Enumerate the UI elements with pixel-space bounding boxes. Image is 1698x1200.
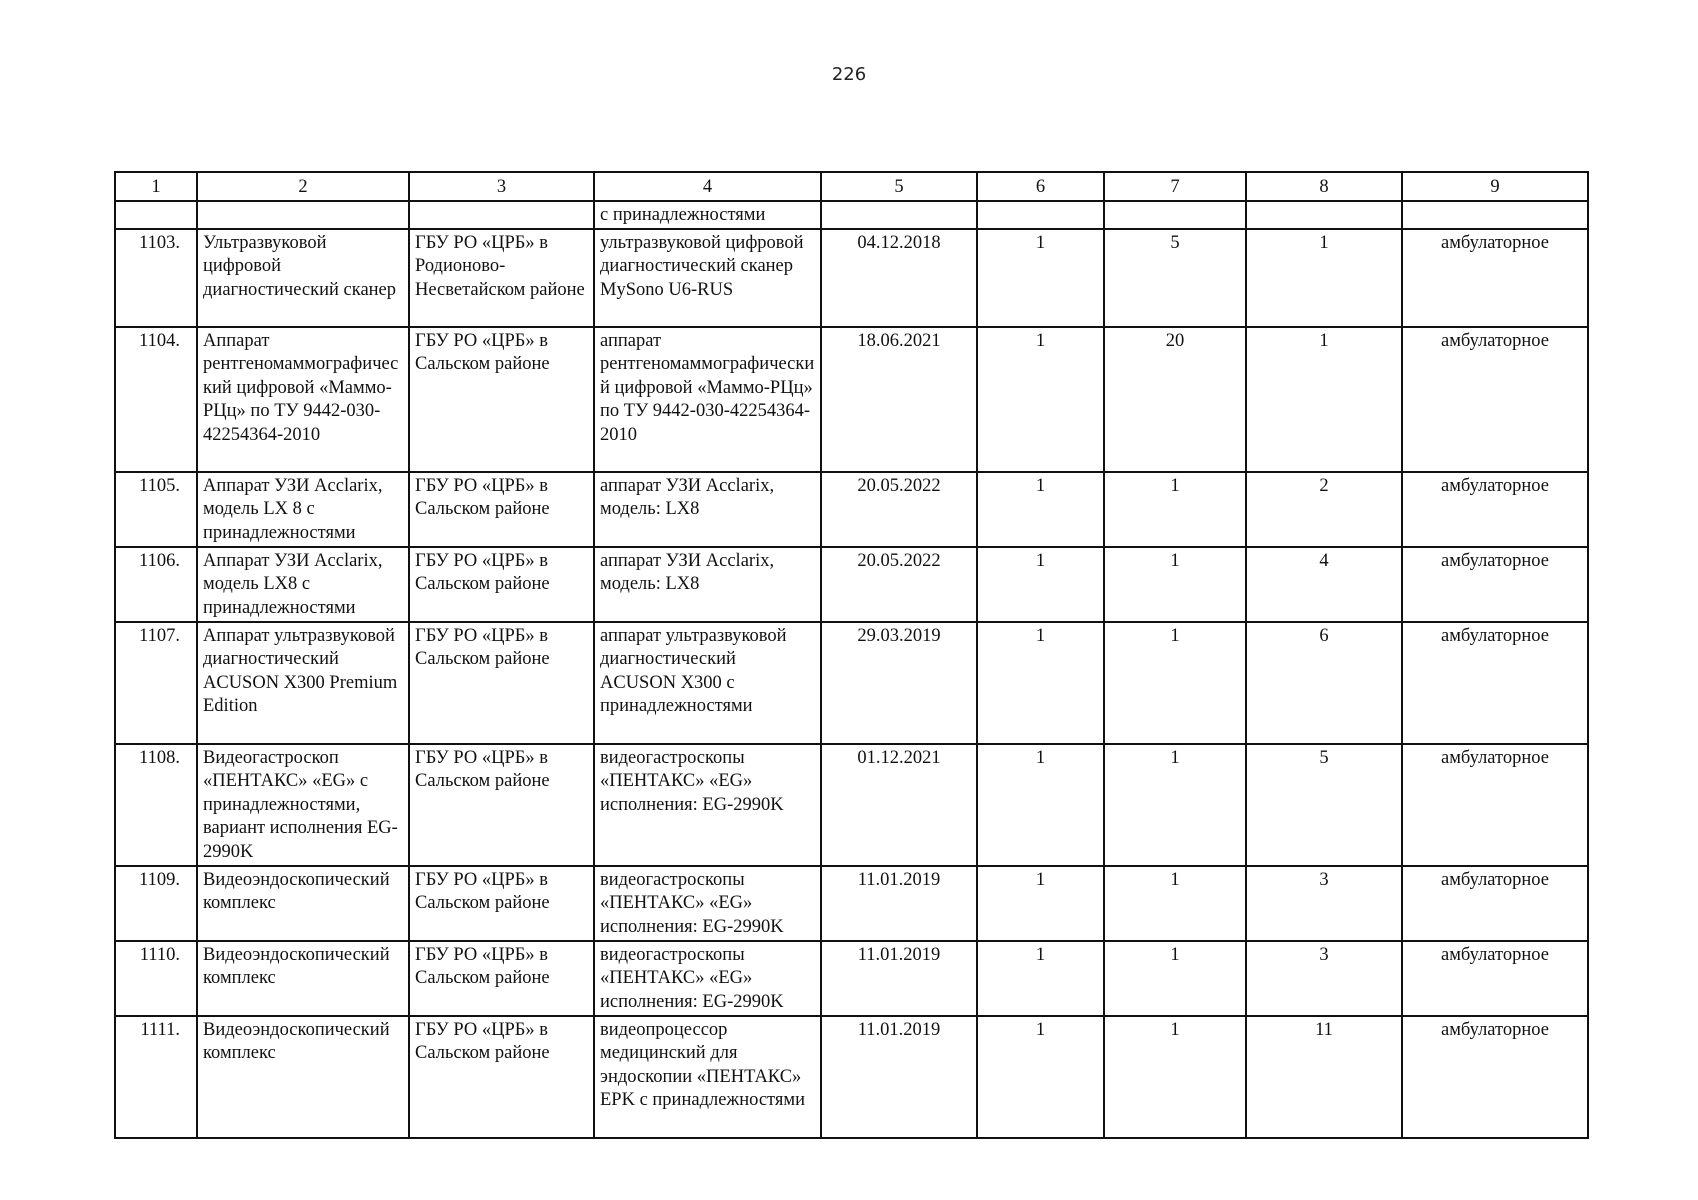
table-row xyxy=(115,472,1588,547)
cell-number: 1109. xyxy=(115,866,197,941)
cell-col7: 20 xyxy=(1104,327,1246,472)
cell-care-type: амбулаторное xyxy=(1402,744,1588,866)
column-header: 5 xyxy=(821,172,977,201)
cell-care-type: амбулаторное xyxy=(1402,472,1588,547)
cell-empty xyxy=(1402,201,1588,229)
column-header: 1 xyxy=(115,172,197,201)
cell-col6: 1 xyxy=(977,622,1104,744)
cell-number: 1105. xyxy=(115,472,197,547)
continuation-row xyxy=(115,201,1588,229)
cell-col6: 1 xyxy=(977,866,1104,941)
column-header: 6 xyxy=(977,172,1104,201)
cell-model: с принадлежностями xyxy=(594,201,821,229)
cell-empty xyxy=(197,201,409,229)
cell-number: 1108. xyxy=(115,744,197,866)
table-row xyxy=(115,547,1588,622)
cell-col7: 5 xyxy=(1104,229,1246,327)
cell-col8: 2 xyxy=(1246,472,1402,547)
cell-organization: ГБУ РО «ЦРБ» в Родионово-Несветайском районе xyxy=(409,229,594,327)
cell-care-type: амбулаторное xyxy=(1402,327,1588,472)
cell-number: 1104. xyxy=(115,327,197,472)
cell-col8: 4 xyxy=(1246,547,1402,622)
cell-col8: 1 xyxy=(1246,229,1402,327)
cell-date: 20.05.2022 xyxy=(821,472,977,547)
cell-name: Видеоэндоскопический комплекс xyxy=(197,1016,409,1138)
cell-name: Видеогастроскоп «ПЕНТАКС» «EG» с принадлежностями, вариант исполнения EG-2990K xyxy=(197,744,409,866)
cell-care-type: амбулаторное xyxy=(1402,1016,1588,1138)
cell-date: 11.01.2019 xyxy=(821,866,977,941)
equipment-table xyxy=(114,171,1589,1139)
cell-model: видеогастроскопы «ПЕНТАКС» «EG» исполнения: EG-2990K xyxy=(594,866,821,941)
cell-model: ультразвуковой цифровой диагностический сканер MySono U6-RUS xyxy=(594,229,821,327)
table-row xyxy=(115,622,1588,744)
cell-name: Аппарат УЗИ Acclarix, модель LX 8 с принадлежностями xyxy=(197,472,409,547)
cell-model: аппарат УЗИ Acclarix, модель: LX8 xyxy=(594,547,821,622)
cell-model: видеогастроскопы «ПЕНТАКС» «EG» исполнения: EG-2990K xyxy=(594,941,821,1016)
cell-date: 01.12.2021 xyxy=(821,744,977,866)
cell-empty xyxy=(409,201,594,229)
cell-col7: 1 xyxy=(1104,472,1246,547)
column-header: 2 xyxy=(197,172,409,201)
cell-col8: 5 xyxy=(1246,744,1402,866)
cell-col6: 1 xyxy=(977,229,1104,327)
cell-col6: 1 xyxy=(977,1016,1104,1138)
cell-organization: ГБУ РО «ЦРБ» в Сальском районе xyxy=(409,547,594,622)
cell-organization: ГБУ РО «ЦРБ» в Сальском районе xyxy=(409,622,594,744)
cell-date: 18.06.2021 xyxy=(821,327,977,472)
cell-number: 1103. xyxy=(115,229,197,327)
table-row xyxy=(115,744,1588,866)
cell-organization: ГБУ РО «ЦРБ» в Сальском районе xyxy=(409,866,594,941)
cell-date: 11.01.2019 xyxy=(821,1016,977,1138)
cell-col7: 1 xyxy=(1104,547,1246,622)
column-header: 8 xyxy=(1246,172,1402,201)
column-header: 7 xyxy=(1104,172,1246,201)
cell-number: 1107. xyxy=(115,622,197,744)
cell-model: видеопроцессор медицинский для эндоскопии «ПЕНТАКС» EPK с принадлежностями xyxy=(594,1016,821,1138)
cell-organization: ГБУ РО «ЦРБ» в Сальском районе xyxy=(409,941,594,1016)
cell-col6: 1 xyxy=(977,941,1104,1016)
cell-col8: 3 xyxy=(1246,941,1402,1016)
cell-empty xyxy=(115,201,197,229)
column-header: 9 xyxy=(1402,172,1588,201)
cell-model: видеогастроскопы «ПЕНТАКС» «EG» исполнения: EG-2990K xyxy=(594,744,821,866)
cell-care-type: амбулаторное xyxy=(1402,941,1588,1016)
cell-col6: 1 xyxy=(977,547,1104,622)
cell-organization: ГБУ РО «ЦРБ» в Сальском районе xyxy=(409,472,594,547)
column-header: 4 xyxy=(594,172,821,201)
cell-name: Аппарат ультразвуковой диагностический ACUSON X300 Premium Edition xyxy=(197,622,409,744)
cell-number: 1111. xyxy=(115,1016,197,1138)
cell-care-type: амбулаторное xyxy=(1402,229,1588,327)
cell-organization: ГБУ РО «ЦРБ» в Сальском районе xyxy=(409,327,594,472)
cell-col8: 11 xyxy=(1246,1016,1402,1138)
cell-care-type: амбулаторное xyxy=(1402,547,1588,622)
cell-number: 1106. xyxy=(115,547,197,622)
cell-col7: 1 xyxy=(1104,941,1246,1016)
cell-date: 29.03.2019 xyxy=(821,622,977,744)
cell-name: Видеоэндоскопический комплекс xyxy=(197,866,409,941)
cell-name: Аппарат УЗИ Acclarix, модель LX8 с принадлежностями xyxy=(197,547,409,622)
cell-col7: 1 xyxy=(1104,622,1246,744)
cell-number: 1110. xyxy=(115,941,197,1016)
cell-col7: 1 xyxy=(1104,866,1246,941)
cell-col6: 1 xyxy=(977,744,1104,866)
table-row xyxy=(115,229,1588,327)
page-number: 226 xyxy=(831,64,867,85)
table-row xyxy=(115,866,1588,941)
cell-col7: 1 xyxy=(1104,1016,1246,1138)
cell-empty xyxy=(1246,201,1402,229)
cell-name: Аппарат рентгеномаммографический цифровой «Маммо-РЦц» по ТУ 9442-030-42254364-2010 xyxy=(197,327,409,472)
cell-model: аппарат рентгеномаммографический цифровой «Маммо-РЦц» по ТУ 9442-030-42254364-2010 xyxy=(594,327,821,472)
table-row xyxy=(115,1016,1588,1138)
cell-care-type: амбулаторное xyxy=(1402,622,1588,744)
cell-col8: 1 xyxy=(1246,327,1402,472)
table-row xyxy=(115,941,1588,1016)
cell-date: 04.12.2018 xyxy=(821,229,977,327)
cell-col7: 1 xyxy=(1104,744,1246,866)
cell-empty xyxy=(977,201,1104,229)
cell-date: 20.05.2022 xyxy=(821,547,977,622)
table-header-row xyxy=(115,172,1588,201)
cell-model: аппарат УЗИ Acclarix, модель: LX8 xyxy=(594,472,821,547)
column-header: 3 xyxy=(409,172,594,201)
cell-empty xyxy=(821,201,977,229)
cell-empty xyxy=(1104,201,1246,229)
cell-date: 11.01.2019 xyxy=(821,941,977,1016)
cell-col6: 1 xyxy=(977,472,1104,547)
cell-name: Ультразвуковой цифровой диагностический сканер xyxy=(197,229,409,327)
table-row xyxy=(115,327,1588,472)
cell-name: Видеоэндоскопический комплекс xyxy=(197,941,409,1016)
cell-organization: ГБУ РО «ЦРБ» в Сальском районе xyxy=(409,744,594,866)
cell-care-type: амбулаторное xyxy=(1402,866,1588,941)
cell-col8: 3 xyxy=(1246,866,1402,941)
cell-col6: 1 xyxy=(977,327,1104,472)
cell-organization: ГБУ РО «ЦРБ» в Сальском районе xyxy=(409,1016,594,1138)
cell-model: аппарат ультразвуковой диагностический ACUSON X300 с принадлежностями xyxy=(594,622,821,744)
cell-col8: 6 xyxy=(1246,622,1402,744)
